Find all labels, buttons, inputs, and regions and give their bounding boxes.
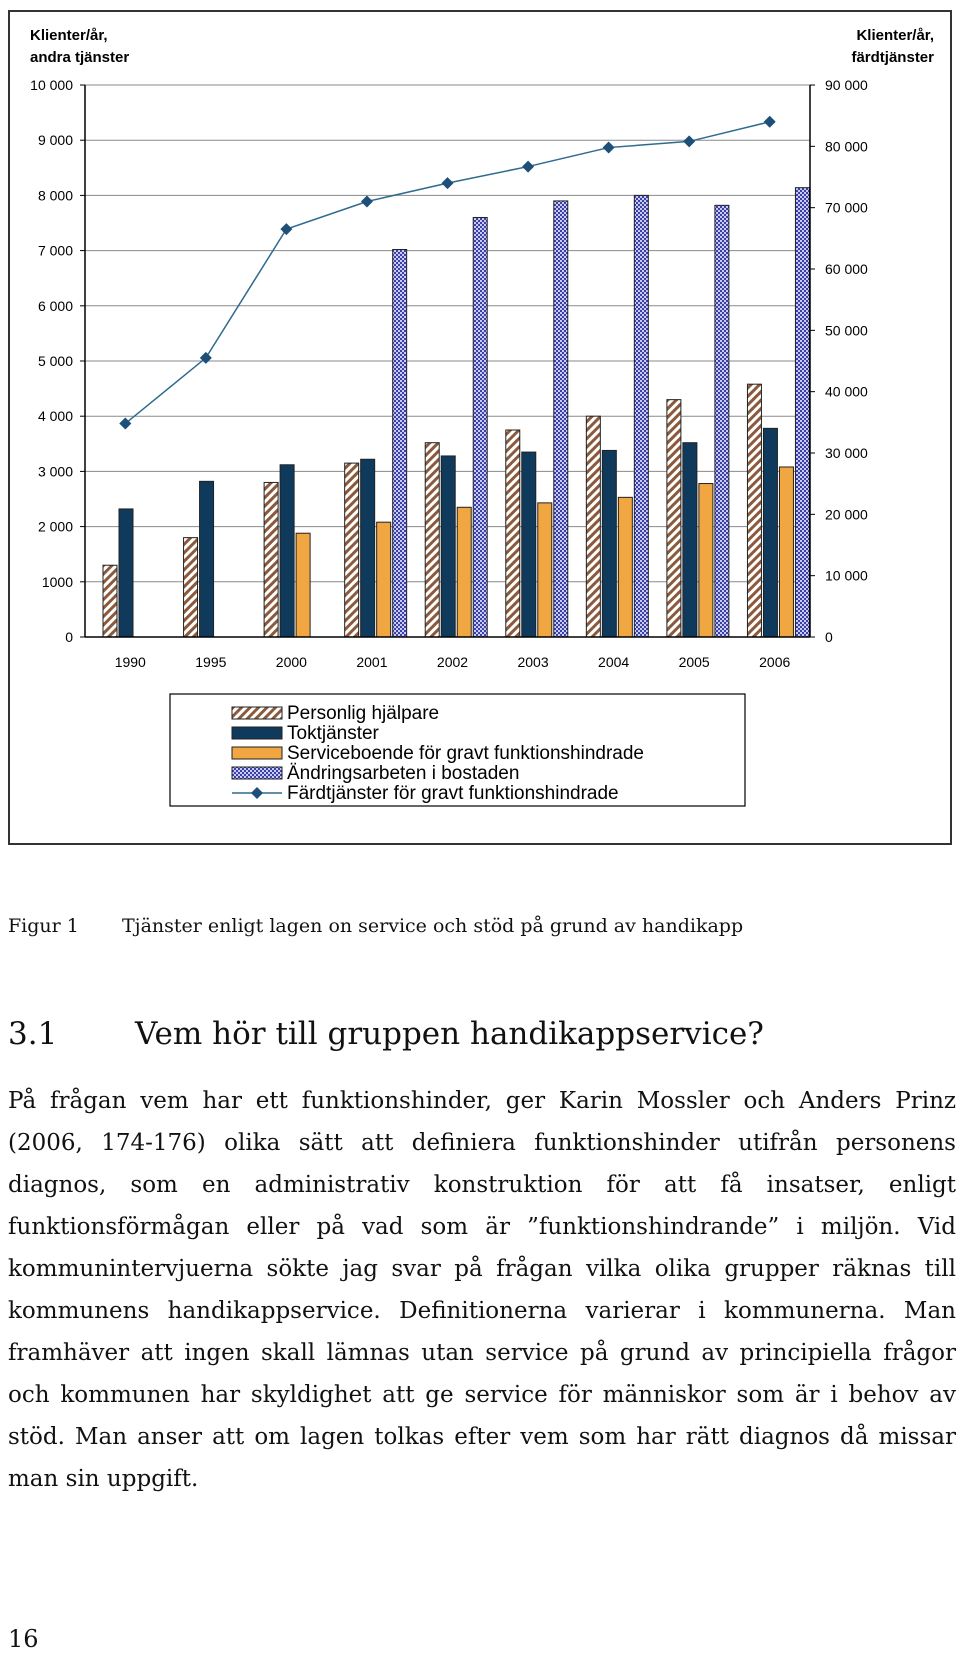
bar--ndringsarbeten-i-bostaden [715,205,729,637]
right-tick-label: 10 000 [825,567,868,584]
bar-personlig-hj-lpare [264,482,278,637]
chart-frame [8,10,952,845]
bar-serviceboende-f-r-gravt-funktionshindrade [377,522,391,637]
left-tick-label: 10 000 [30,77,73,93]
bar-personlig-hj-lpare [506,430,520,637]
left-axis-title: andra tjänster [30,49,130,66]
bar-toktj-nster [200,481,214,637]
page-number: 16 [8,1625,39,1653]
line-point [361,196,373,208]
right-tick-label: 0 [825,629,833,645]
line-point [522,161,534,173]
section-number: 3.1 [8,1016,58,1052]
x-tick-label: 1990 [114,654,146,670]
right-tick-label: 40 000 [825,383,868,400]
bar--ndringsarbeten-i-bostaden [393,249,407,637]
line-point [683,135,695,147]
left-tick-label: 0 [65,629,73,645]
left-tick-label: 3 000 [37,463,73,480]
bar-serviceboende-f-r-gravt-funktionshindrade [296,533,310,637]
legend-swatch [232,727,282,739]
legend-swatch [232,767,282,779]
legend-label: Serviceboende för gravt funktionshindrade [287,743,645,764]
bar-serviceboende-f-r-gravt-funktionshindrade [699,484,713,637]
figure-caption-label: Figur 1 [8,915,79,937]
bar-personlig-hj-lpare [747,384,761,637]
bar-personlig-hj-lpare [586,416,600,637]
bar-toktj-nster [361,459,375,637]
bar-personlig-hj-lpare [425,443,439,637]
figure-caption-text: Tjänster enligt lagen on service och stöd på grund av handikapp [122,915,744,937]
left-tick-label: 1000 [41,573,73,590]
right-tick-label: 30 000 [825,445,868,461]
bar--ndringsarbeten-i-bostaden [473,217,487,637]
right-tick-label: 20 000 [825,506,868,523]
bar-personlig-hj-lpare [345,463,359,637]
bar-toktj-nster [119,509,133,637]
line-point [764,116,776,128]
right-axis-title: färdtjänster [851,49,934,66]
legend-label: Ändringsarbeten i bostaden [287,763,520,784]
bar-serviceboende-f-r-gravt-funktionshindrade [779,467,793,637]
line-point [603,142,615,154]
left-tick-label: 9 000 [37,132,73,149]
x-tick-label: 2002 [436,654,469,670]
x-tick-label: 2005 [678,654,710,670]
left-tick-label: 6 000 [37,297,73,314]
bar--ndringsarbeten-i-bostaden [634,195,648,637]
right-tick-label: 80 000 [825,138,868,155]
left-axis-title: Klienter/år, [30,27,108,44]
line-point [280,223,292,235]
combo-chart [10,12,950,843]
left-tick-label: 8 000 [37,187,73,204]
x-tick-label: 2004 [598,654,630,670]
bar-toktj-nster [602,450,616,637]
x-tick-label: 1995 [195,654,227,670]
legend-label: Toktjänster [287,723,379,744]
legend-swatch [232,747,282,759]
line-point [442,177,454,189]
x-tick-label: 2006 [759,654,791,670]
section-title: Vem hör till gruppen handikappservice? [135,1016,764,1052]
left-tick-label: 5 000 [37,353,73,369]
bar-personlig-hj-lpare [103,565,117,637]
bar-toktj-nster [280,465,294,637]
right-tick-label: 70 000 [825,199,868,216]
bar-toktj-nster [441,456,455,637]
bar--ndringsarbeten-i-bostaden [554,201,568,637]
right-tick-label: 90 000 [825,77,868,93]
legend-label: Personlig hjälpare [287,703,440,724]
bar-serviceboende-f-r-gravt-funktionshindrade [538,503,552,637]
legend-swatch [232,707,282,719]
bar-toktj-nster [763,428,777,637]
body-paragraph: På frågan vem har ett funktionshinder, ger Karin Mossler och Anders Prinz (2006, 174-176) olika sätt att definiera funktionshinder utifrån personens diagnos, som en administrativ konstruktion för att få insatser, enligt funktionsförmågan eller på vad som är ”funktionshindrande” i miljön. Vid kommunintervjuerna sökte jag svar på frågan vilka olika grupper räknas till kommunens handikappservice. Definitionerna varierar i kommunerna. Man framhäver att ingen skall lämnas utan service på grund av principiella frågor och kommunen har skyldighet att ge service för människor som är i behov av stöd. Man anser att om lagen tolkas efter vem som har rätt diagnos då missar man sin uppgift. [8,1088,956,1492]
x-tick-label: 2000 [275,654,307,670]
left-tick-label: 2 000 [37,518,73,535]
bar-personlig-hj-lpare [184,538,198,637]
x-tick-label: 2003 [517,654,549,670]
bar-personlig-hj-lpare [667,400,681,637]
left-tick-label: 4 000 [37,408,73,425]
legend-label: Färdtjänster för gravt funktionshindrade [287,783,619,804]
line-fardtjanster [125,122,769,424]
right-tick-label: 50 000 [825,322,868,339]
x-tick-label: 2001 [356,654,388,670]
bar-toktj-nster [683,443,697,637]
right-axis-title: Klienter/år, [856,27,934,44]
left-tick-label: 7 000 [37,242,73,259]
bar-toktj-nster [522,452,536,637]
right-tick-label: 60 000 [825,261,868,277]
bar--ndringsarbeten-i-bostaden [795,188,809,637]
bar-serviceboende-f-r-gravt-funktionshindrade [618,497,632,637]
bar-serviceboende-f-r-gravt-funktionshindrade [457,507,471,637]
